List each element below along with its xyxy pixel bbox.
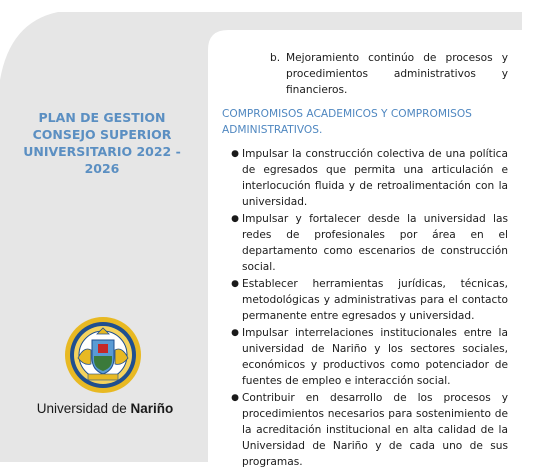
bullet-icon: ● xyxy=(231,214,239,224)
university-name xyxy=(20,401,190,416)
bullet-list xyxy=(222,146,508,470)
university-name-bold: Nariño xyxy=(130,401,174,416)
sub-list-marker: b. xyxy=(270,52,281,64)
document-body xyxy=(222,50,508,471)
university-name-regular: Universidad de xyxy=(36,401,131,416)
bullet-icon: ● xyxy=(231,328,239,338)
list-item xyxy=(222,146,508,210)
list-item xyxy=(222,325,508,389)
sidebar-panel xyxy=(0,0,210,462)
sub-list-text: Mejoramiento continúo de procesos y procedimientos administrativos y financieros. xyxy=(286,52,508,96)
bullet-icon: ● xyxy=(231,279,239,289)
list-item xyxy=(222,211,508,275)
bullet-icon: ● xyxy=(231,393,239,403)
list-item-text: Impulsar la construcción colectiva de una política de egresados que permita una articulación e interlocución fluida y de retroalimentación con la universidad. xyxy=(242,148,508,208)
list-item-text: Impulsar y fortalecer desde la universidad las redes de profesionales por área en el departamento como escenarios de construcción social. xyxy=(242,213,508,273)
bullet-icon: ● xyxy=(231,149,239,159)
list-item-text: Impulsar interrelaciones institucionales entre la universidad de Nariño y los sectores sociales, económicos y productivos como potenciador de fuentes de empleo e interacción social. xyxy=(242,327,508,387)
list-item-text: Contribuir en desarrollo de los procesos y procedimientos necesarios para sostenimiento de la acreditación institucional en alta calidad de la Universidad de Nariño y de cada uno de sus programas. xyxy=(242,392,508,468)
university-seal-icon xyxy=(64,316,142,394)
sub-list-item xyxy=(222,50,508,98)
list-item-text: Establecer herramientas jurídicas, técnicas, metodológicas y administrativas para el contacto permanente entre egresados y universidad. xyxy=(242,278,508,322)
plan-title: PLAN DE GESTION CONSEJO SUPERIOR UNIVERSITARIO 2022 - 2026 xyxy=(23,110,181,176)
list-item xyxy=(222,390,508,470)
list-item xyxy=(222,276,508,324)
section-heading: COMPROMISOS ACADEMICOS Y COMPROMISOS ADMINISTRATIVOS. xyxy=(222,108,472,136)
